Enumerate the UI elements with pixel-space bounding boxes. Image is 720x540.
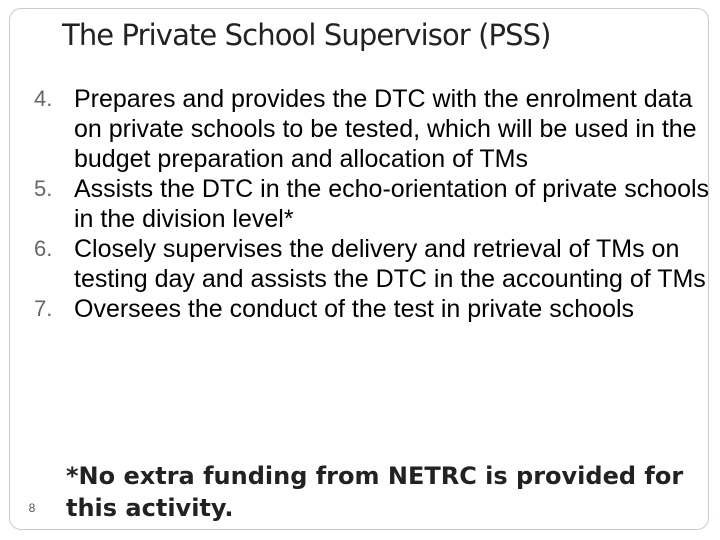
- item-number: 5.: [34, 176, 53, 201]
- list-item: [34, 174, 714, 234]
- funding-note: *No extra funding from NETRC is provided for this activity.: [66, 462, 684, 522]
- list-item: [34, 84, 714, 174]
- item-text: Prepares and provides the DTC with the enrolment data on private schools to be tested, which will be used in the budget preparation and allocation of TMs: [74, 85, 697, 173]
- item-text: Assists the DTC in the echo-orientation of private schools in the division level*: [74, 175, 710, 233]
- item-text: Closely supervises the delivery and retrieval of TMs on testing day and assists the DTC in the accounting of TMs: [74, 235, 706, 293]
- list-item: [34, 234, 714, 294]
- item-number: 6.: [34, 236, 53, 261]
- page-number: 8: [28, 501, 36, 515]
- item-number: 4.: [34, 86, 53, 111]
- item-text: Oversees the conduct of the test in private schools: [74, 295, 635, 323]
- slide-title: The Private School Supervisor (PSS): [62, 18, 551, 52]
- responsibility-list: [34, 84, 714, 324]
- item-number: 7.: [34, 296, 53, 321]
- list-item: [34, 294, 714, 324]
